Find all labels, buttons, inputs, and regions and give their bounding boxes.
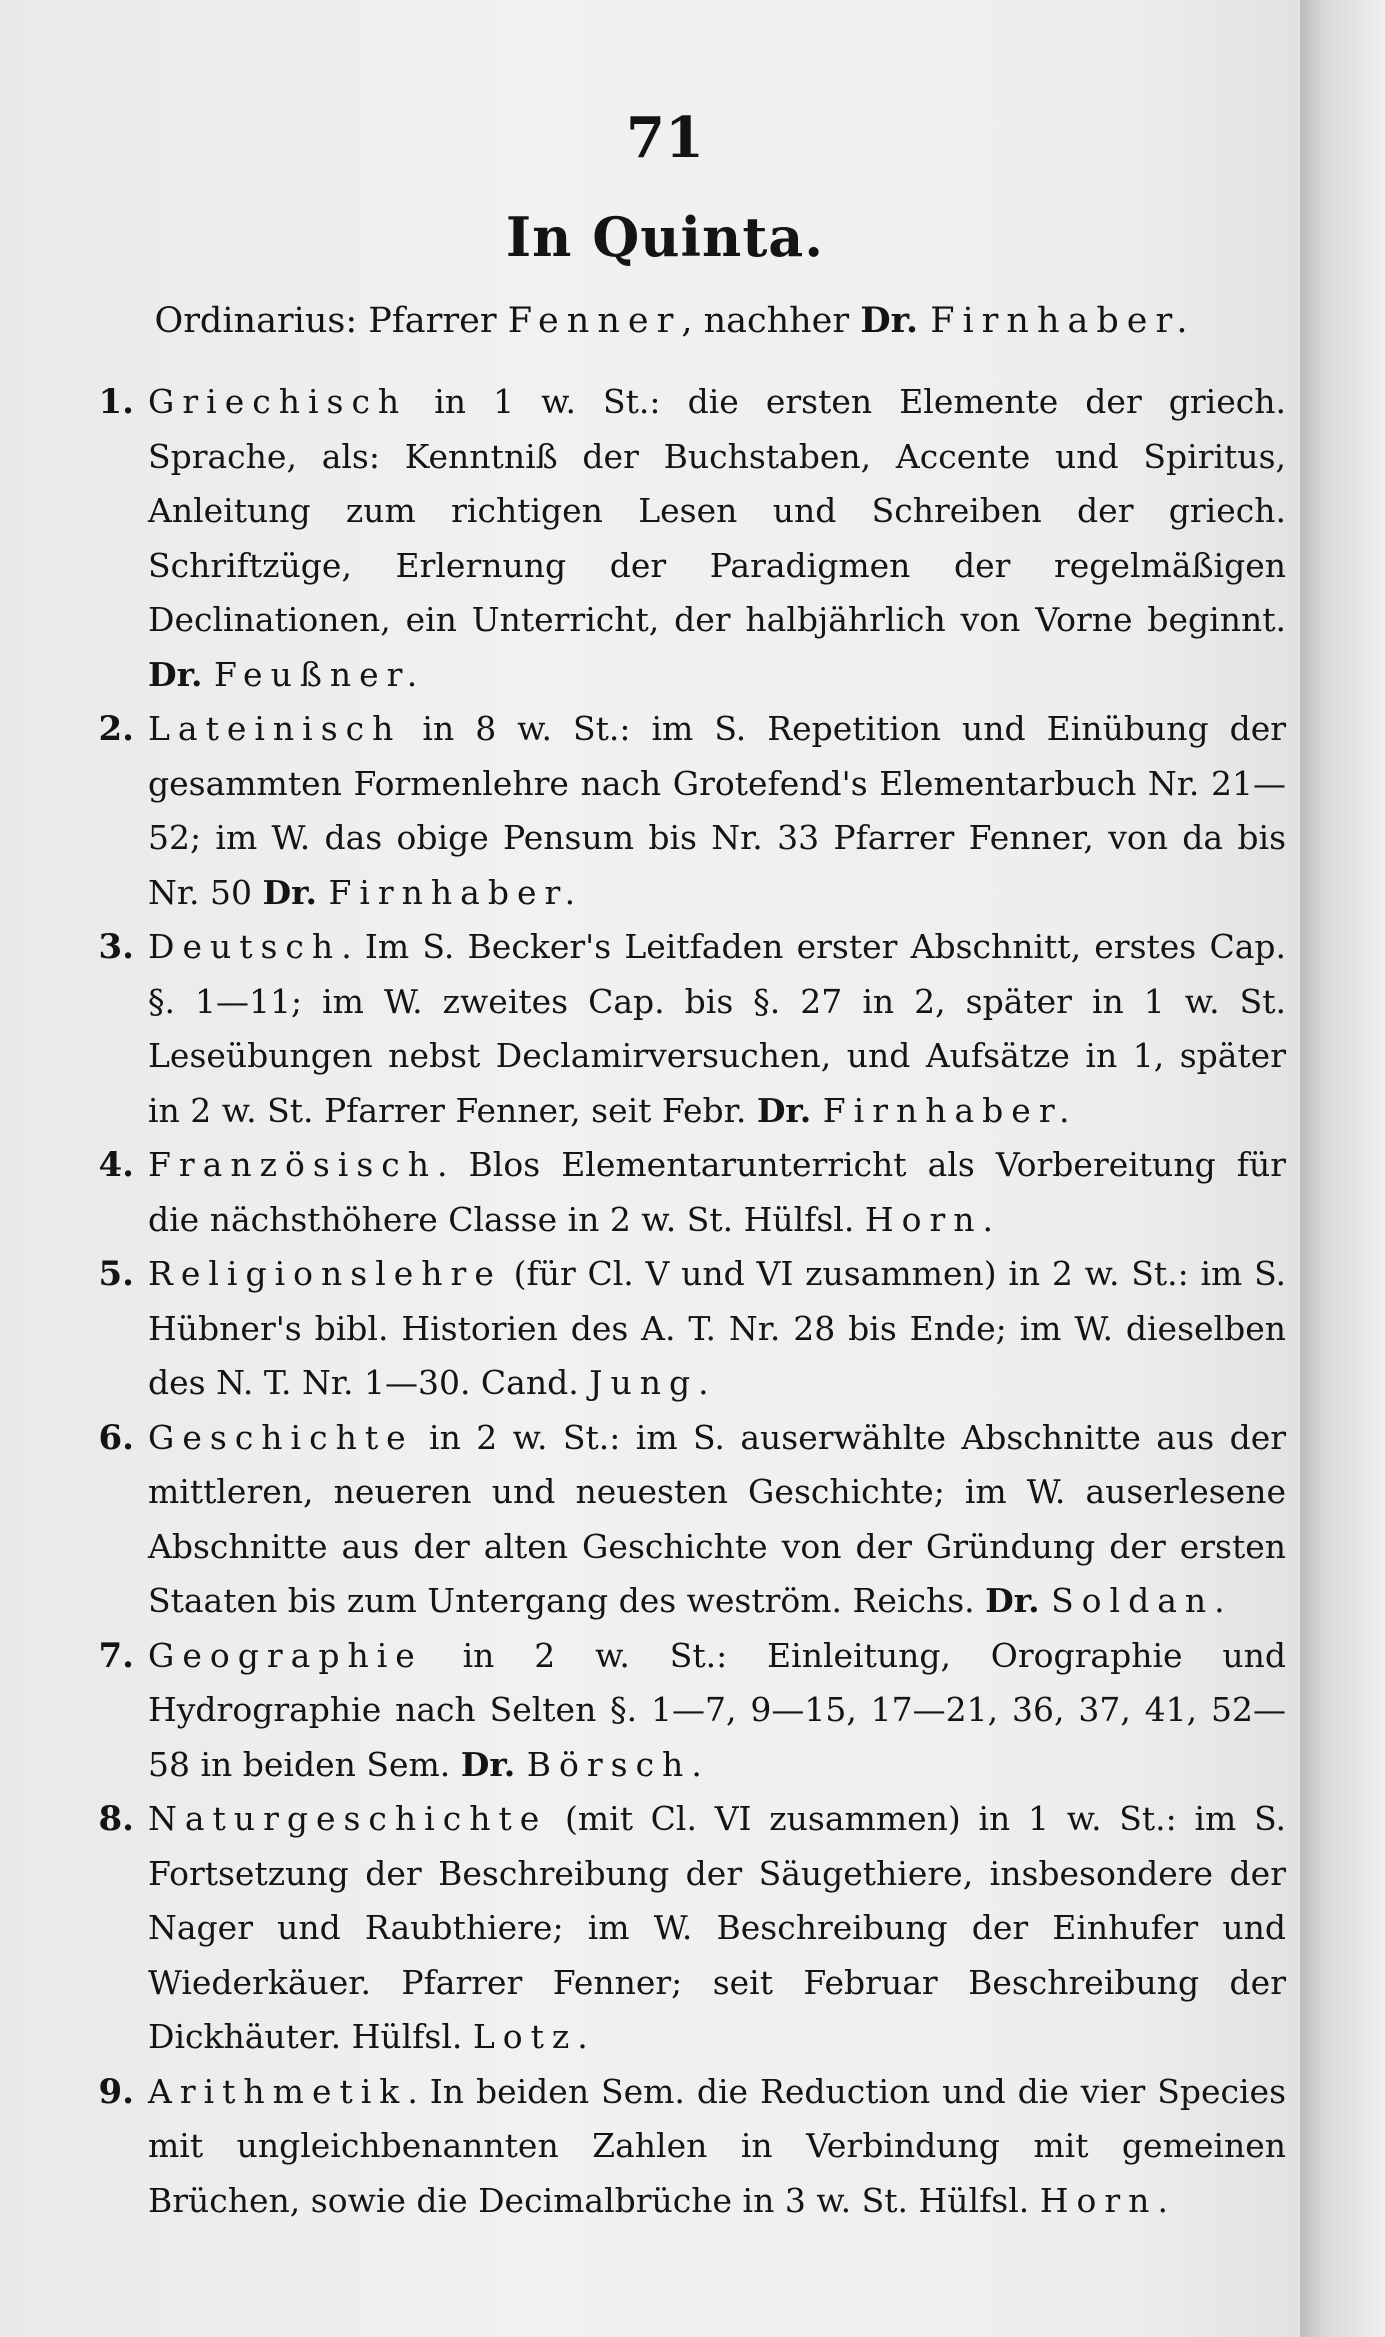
- item-teacher: Jung.: [589, 1363, 717, 1402]
- list-item: [70, 1629, 1290, 1793]
- item-text: [148, 702, 1286, 920]
- list-item: [70, 1411, 1290, 1629]
- item-subject: Deutsch: [148, 927, 342, 966]
- item-number: 5.: [98, 1254, 134, 1294]
- section-heading: In Quinta.: [505, 205, 825, 269]
- item-body: . Blos Elementarunterricht als Vorbereitung für die nächsthöhere Classe in 2 w. St. Hülfsl.: [148, 1145, 1286, 1239]
- item-subject: Arithmetik: [148, 2071, 408, 2111]
- item-body: in 8 w. St.: im S. Repetition und Einübung der gesammten Formenlehre nach Grotefend's Elementarbuch Nr. 21—52; im W. das obige Pensum bis Nr. 33 Pfarrer Fenner, von da bis Nr. 50: [148, 709, 1286, 912]
- item-body: (mit Cl. VI zusammen) in 1 w. St.: im S. Fortsetzung der Beschreibung der Säugethiere, insbesondere der Nager und Raubthiere; im W. Beschreibung der Einhufer und Wiederkäuer. Pfarrer Fenner; seit Februar Beschreibung der Dickhäuter. Hülfsl.: [148, 1799, 1286, 2056]
- item-teacher: Lotz.: [472, 2017, 596, 2056]
- list-item: [70, 1138, 1290, 1247]
- item-subject: Religionslehre: [148, 1254, 502, 1293]
- item-number: 9.: [98, 2071, 134, 2112]
- item-text: [148, 375, 1286, 702]
- list-item: [70, 702, 1290, 920]
- item-subject: Lateinisch: [148, 709, 402, 748]
- item-body: in 2 w. St.: Einleitung, Orographie und Hydrographie nach Selten §. 1—7, 9—15, 17—21, 36, 37, 41, 52—58 in beiden Sem.: [148, 1635, 1286, 1784]
- item-body: in 2 w. St.: im S. auserwählte Abschnitte aus der mittleren, neueren und neuesten Geschichte; im W. auserlesene Abschnitte aus der alten Geschichte von der Gründung der ersten Staaten bis zum Untergang des weström. Reichs.: [148, 1417, 1286, 1620]
- item-teacher: Feußner.: [213, 654, 426, 694]
- item-teacher: Horn.: [1039, 2180, 1176, 2220]
- item-subject: Griechisch: [148, 382, 408, 421]
- page-edge: [1300, 0, 1385, 2337]
- item-number: 1.: [98, 382, 134, 422]
- list-item: [70, 2065, 1290, 2229]
- subject-list: [70, 375, 1290, 2228]
- item-teacher-title: Dr.: [460, 1744, 527, 1784]
- item-subject: Französisch: [148, 1145, 438, 1184]
- ordinarius-pre: Pfarrer: [368, 301, 508, 341]
- list-item: [70, 375, 1290, 702]
- item-number: 8.: [98, 1799, 134, 1839]
- item-text: [148, 1792, 1286, 2065]
- item-body: (für Cl. V und VI zusammen) in 2 w. St.: im S. Hübner's bibl. Historien des A. T. Nr. 28 bis Ende; im W. dieselben des N. T. Nr. 1—30. Cand.: [148, 1254, 1286, 1402]
- item-body: . Im S. Becker's Leitfaden erster Abschnitt, erstes Cap. §. 1—11; im W. zweites Cap. bis §. 27 in 2, später in 1 w. St. Leseübungen nebst Declamirversuchen, und Aufsätze in 1, später in 2 w. St. Pfarrer Fenner, seit Febr.: [148, 927, 1286, 1130]
- ordinarius-name-1: Fenner: [507, 301, 682, 341]
- item-number: 4.: [98, 1145, 134, 1185]
- ordinarius-dr: Dr.: [860, 300, 931, 341]
- item-teacher-title: Dr.: [148, 654, 214, 694]
- item-teacher: Firnhaber.: [822, 1090, 1078, 1130]
- item-text: [148, 1411, 1286, 1629]
- list-item: [70, 1247, 1290, 1411]
- ordinarius-mid: , nachher: [681, 301, 861, 341]
- item-number: 7.: [98, 1635, 134, 1676]
- list-item: [70, 920, 1290, 1138]
- item-text: [148, 920, 1286, 1138]
- ordinarius-name-2: Firnhaber.: [930, 301, 1196, 341]
- item-text: [148, 1629, 1286, 1793]
- item-teacher-title: Dr.: [985, 1581, 1052, 1620]
- item-number: 3.: [98, 927, 134, 967]
- item-text: [148, 1138, 1286, 1247]
- item-text: [148, 2065, 1286, 2229]
- ordinarius-line: [115, 300, 1235, 341]
- item-text: [148, 1247, 1286, 1411]
- list-item: [70, 1792, 1290, 2065]
- item-teacher: Horn.: [864, 1199, 1002, 1239]
- item-subject: Geographie: [148, 1635, 423, 1675]
- item-teacher-title: Dr.: [756, 1090, 823, 1130]
- item-teacher: Börsch.: [526, 1744, 710, 1784]
- item-subject: Naturgeschichte: [148, 1799, 548, 1838]
- ordinarius-label: Ordinarius:: [154, 301, 369, 341]
- item-body: . In beiden Sem. die Reduction und die vier Species mit ungleichbenannten Zahlen in Verbindung mit gemeinen Brüchen, sowie die Decimalbrüche in 3 w. St. Hülfsl.: [148, 2071, 1286, 2220]
- item-teacher-title: Dr.: [262, 872, 329, 912]
- page-number: 71: [626, 105, 704, 171]
- item-teacher: Soldan.: [1051, 1581, 1233, 1620]
- item-body: in 1 w. St.: die ersten Elemente der griech. Sprache, als: Kenntniß der Buchstaben, Accente und Spiritus, Anleitung zum richtigen Lesen und Schreiben der griech. Schriftzüge, Erlernung der Paradigmen der regelmäßigen Declinationen, ein Unterricht, der halbjährlich von Vorne beginnt.: [148, 382, 1286, 639]
- item-teacher: Firnhaber.: [328, 872, 584, 912]
- item-number: 2.: [98, 709, 134, 749]
- item-number: 6.: [98, 1417, 134, 1458]
- item-subject: Geschichte: [148, 1417, 414, 1457]
